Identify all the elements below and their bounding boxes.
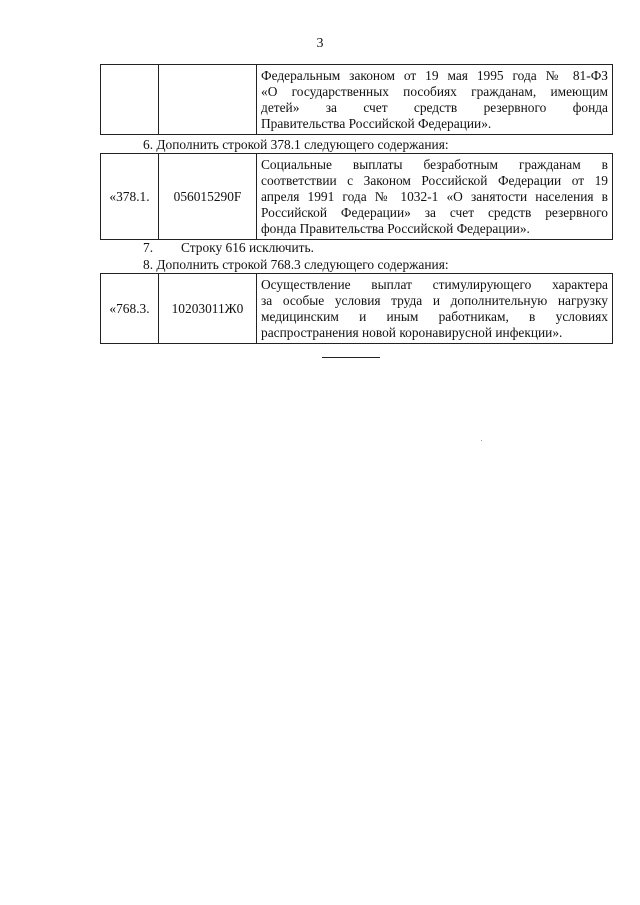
table-row: [101, 274, 613, 344]
row-number-cell: [101, 65, 159, 135]
code-cell: [159, 65, 257, 135]
table-row: [101, 154, 613, 240]
description-line: Федеральным законом от 19 мая 1995 года № 81-ФЗ: [261, 67, 608, 83]
description-line: за особые условия труда и дополнительную нагрузку: [261, 292, 608, 308]
description-line: Осуществление выплат стимулирующего характера: [261, 276, 608, 292]
end-of-document-rule: [322, 357, 380, 358]
table-continuation: [100, 64, 613, 135]
description-cell: [257, 154, 613, 240]
description-line: Российской Федерации» за счет средств резервного: [261, 204, 608, 220]
description-line: «О государственных пособиях гражданам, имеющим: [261, 83, 608, 99]
table-row-768-3: [100, 273, 613, 344]
description-line: соответствии с Законом Российской Федерации от 19: [261, 172, 608, 188]
description-line: детей» за счет средств резервного фонда: [261, 99, 608, 115]
code-cell: 10203011Ж0: [159, 274, 257, 344]
scan-speck: [481, 440, 482, 441]
description-line: апреля 1991 года № 1032-1 «О занятости населения в: [261, 188, 608, 204]
code-cell: 056015290F: [159, 154, 257, 240]
description-cell: [257, 65, 613, 135]
description-line: медицинским и иным работникам, в условиях: [261, 308, 608, 324]
instruction-text: Строку 616 исключить.: [181, 240, 314, 255]
instruction-number: 8.: [143, 257, 154, 272]
description-line: распространения новой коронавирусной инфекции».: [261, 324, 563, 340]
description-line: Правительства Российской Федерации».: [261, 115, 492, 131]
row-number-cell: «378.1.: [101, 154, 159, 240]
instruction-8: [143, 257, 449, 273]
table-row: [101, 65, 613, 135]
table-row-378-1: [100, 153, 613, 240]
instruction-number: 7.: [143, 240, 154, 255]
instruction-number: 6.: [143, 137, 154, 152]
description-cell: [257, 274, 613, 344]
instruction-text: Дополнить строкой 768.3 следующего содержания:: [156, 257, 449, 272]
description-line: фонда Правительства Российской Федерации».: [261, 220, 530, 236]
row-number-cell: «768.3.: [101, 274, 159, 344]
description-line: Социальные выплаты безработным гражданам в: [261, 156, 608, 172]
page-number: 3: [316, 36, 324, 51]
instruction-text: Дополнить строкой 378.1 следующего содержания:: [156, 137, 449, 152]
instruction-7: [143, 240, 314, 256]
instruction-6: [143, 137, 449, 153]
